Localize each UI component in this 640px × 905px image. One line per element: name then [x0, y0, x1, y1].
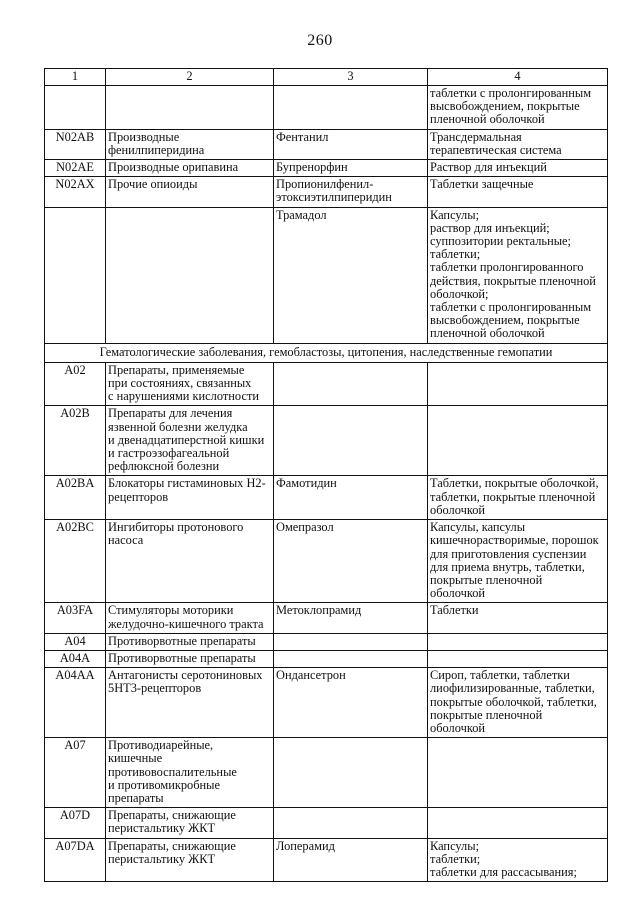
- text-line: пленочной оболочкой: [430, 326, 545, 341]
- dosage-forms-cell: [428, 520, 608, 603]
- text-line: высвобождением, покрытые: [430, 313, 580, 328]
- atc-code-cell: A04: [45, 633, 106, 650]
- text-line: насоса: [108, 533, 144, 548]
- text-line: высвобождением, покрытые: [430, 99, 580, 114]
- substance-cell: [274, 633, 428, 650]
- text-line: действия, покрытые пленочной: [430, 273, 596, 288]
- text-line: таблетки;: [430, 851, 481, 866]
- text-line: и противомикробные: [108, 777, 220, 792]
- text-line: Противодиарейные,: [108, 738, 214, 753]
- text-line: Противорвотные препараты: [108, 633, 256, 648]
- dosage-forms-cell: [428, 86, 608, 130]
- substance-cell: [274, 362, 428, 406]
- atc-code-cell: [45, 207, 106, 343]
- substance-cell: [274, 129, 428, 159]
- column-header-4: 4: [428, 69, 608, 86]
- text-line: Капсулы;: [430, 207, 480, 222]
- atc-code-cell: A02B: [45, 406, 106, 476]
- column-header-2: 2: [106, 69, 274, 86]
- text-line: покрытые пленочной: [430, 572, 543, 587]
- table-row: [45, 86, 608, 130]
- table-row: [45, 177, 608, 207]
- dosage-forms-cell: [428, 177, 608, 207]
- text-line: при состояниях, связанных: [108, 376, 252, 391]
- text-line: Лоперамид: [276, 838, 335, 853]
- dosage-forms-cell: [428, 207, 608, 343]
- text-line: Трамадол: [276, 207, 327, 222]
- table-row: [45, 738, 608, 808]
- text-line: таблетки с пролонгированным: [430, 300, 592, 315]
- text-line: Ондансетрон: [276, 668, 346, 683]
- text-line: таблетки пролонгированного: [430, 260, 584, 275]
- text-line: Фентанил: [276, 129, 329, 144]
- text-line: и гастроэзофагеальной: [108, 446, 230, 461]
- atc-code-cell: N02AE: [45, 160, 106, 177]
- table-row: [45, 129, 608, 159]
- substance-cell: [274, 838, 428, 882]
- text-line: рефлюксной болезни: [108, 459, 220, 474]
- page-number: 260: [307, 32, 333, 49]
- dosage-forms-cell: [428, 668, 608, 738]
- table-row: [45, 476, 608, 520]
- text-line: Таблетки: [430, 603, 479, 618]
- dosage-forms-cell: [428, 633, 608, 650]
- table-header: [45, 69, 608, 86]
- drug-table: [44, 68, 608, 882]
- dosage-forms-cell: [428, 838, 608, 882]
- text-line: Производные: [108, 129, 180, 144]
- substance-cell: [274, 86, 428, 130]
- atc-code-cell: A03FA: [45, 603, 106, 633]
- substance-cell: [274, 738, 428, 808]
- text-line: Препараты, снижающие: [108, 838, 236, 853]
- text-line: Пропионилфенил-: [276, 177, 374, 192]
- atc-code-cell: A07DA: [45, 838, 106, 882]
- table-row: [45, 520, 608, 603]
- text-line: оболочкой: [430, 720, 486, 735]
- text-line: фенилпиперидина: [108, 142, 205, 157]
- text-line: Прочие опиоиды: [108, 177, 198, 192]
- text-line: Производные орипавина: [108, 160, 239, 175]
- group-cell: [106, 129, 274, 159]
- text-line: таблетки для рассасывания;: [430, 864, 577, 879]
- table-row: [45, 633, 608, 650]
- column-header-3: 3: [274, 69, 428, 86]
- group-cell: [106, 406, 274, 476]
- section-row: [45, 343, 608, 362]
- substance-cell: [274, 160, 428, 177]
- dosage-forms-cell: [428, 160, 608, 177]
- header-row: [45, 69, 608, 86]
- text-line: Антагонисты серотониновых: [108, 668, 263, 683]
- table-body: [45, 86, 608, 882]
- table-row: [45, 207, 608, 343]
- text-line: с нарушениями кислотности: [108, 389, 259, 404]
- table-row: [45, 160, 608, 177]
- substance-cell: [274, 207, 428, 343]
- atc-code-cell: A02: [45, 362, 106, 406]
- text-line: желудочно-кишечного тракта: [108, 616, 264, 631]
- text-line: Таблетки защечные: [430, 177, 534, 192]
- text-line: Препараты, применяемые: [108, 362, 245, 377]
- substance-cell: [274, 668, 428, 738]
- text-line: Сироп, таблетки, таблетки: [430, 668, 570, 683]
- text-line: кишечнорастворимые, порошок: [430, 533, 599, 548]
- table-row: [45, 838, 608, 882]
- text-line: пленочной оболочкой: [430, 112, 545, 127]
- dosage-forms-cell: [428, 406, 608, 476]
- atc-code-cell: N02AB: [45, 129, 106, 159]
- atc-code-cell: A07: [45, 738, 106, 808]
- table-row: [45, 668, 608, 738]
- table-row: [45, 808, 608, 838]
- text-line: суппозитории ректальные;: [430, 234, 571, 249]
- group-cell: [106, 86, 274, 130]
- text-line: и двенадцатиперстной кишки: [108, 432, 265, 447]
- group-cell: [106, 668, 274, 738]
- text-line: этоксиэтилпиперидин: [276, 190, 392, 205]
- text-line: раствор для инъекций;: [430, 220, 550, 235]
- text-line: Раствор для инъекций: [430, 160, 547, 175]
- substance-cell: [274, 808, 428, 838]
- dosage-forms-cell: [428, 603, 608, 633]
- table-row: [45, 650, 608, 667]
- atc-code-cell: A02BC: [45, 520, 106, 603]
- group-cell: [106, 808, 274, 838]
- text-line: 5HT3-рецепторов: [108, 681, 202, 696]
- text-line: покрытые оболочкой, таблетки,: [430, 694, 597, 709]
- dosage-forms-cell: [428, 476, 608, 520]
- dosage-forms-cell: [428, 808, 608, 838]
- group-cell: [106, 650, 274, 667]
- text-line: противовоспалительные: [108, 764, 237, 779]
- table-row: [45, 406, 608, 476]
- table-row: [45, 362, 608, 406]
- dosage-forms-cell: [428, 129, 608, 159]
- group-cell: [106, 633, 274, 650]
- text-line: рецепторов: [108, 489, 169, 504]
- text-line: Ингибиторы протонового: [108, 520, 244, 535]
- atc-code-cell: A04A: [45, 650, 106, 667]
- group-cell: [106, 177, 274, 207]
- dosage-forms-cell: [428, 362, 608, 406]
- atc-code-cell: A04AA: [45, 668, 106, 738]
- text-line: оболочкой: [430, 586, 486, 601]
- text-line: оболочкой;: [430, 286, 489, 301]
- text-line: Капсулы;: [430, 838, 480, 853]
- group-cell: [106, 838, 274, 882]
- substance-cell: [274, 520, 428, 603]
- text-line: кишечные: [108, 751, 163, 766]
- group-cell: [106, 738, 274, 808]
- substance-cell: [274, 476, 428, 520]
- group-cell: [106, 207, 274, 343]
- text-line: Блокаторы гистаминовых H2-: [108, 476, 266, 491]
- group-cell: [106, 476, 274, 520]
- text-line: Препараты, снижающие: [108, 808, 236, 823]
- section-heading: Гематологические заболевания, гемобластозы, цитопения, наследственные гемопатии: [45, 343, 608, 362]
- text-line: терапевтическая система: [430, 142, 562, 157]
- text-line: Метоклопрамид: [276, 603, 362, 618]
- text-line: Стимуляторы моторики: [108, 603, 234, 618]
- text-line: таблетки, покрытые пленочной: [430, 489, 596, 504]
- text-line: перистальтику ЖКТ: [108, 851, 216, 866]
- text-line: Трансдермальная: [430, 129, 522, 144]
- dosage-forms-cell: [428, 650, 608, 667]
- substance-cell: [274, 406, 428, 476]
- column-header-1: 1: [45, 69, 106, 86]
- group-cell: [106, 160, 274, 177]
- atc-code-cell: A02BA: [45, 476, 106, 520]
- group-cell: [106, 362, 274, 406]
- group-cell: [106, 603, 274, 633]
- text-line: препараты: [108, 790, 164, 805]
- text-line: перистальтику ЖКТ: [108, 821, 216, 836]
- text-line: таблетки с пролонгированным: [430, 86, 592, 100]
- dosage-forms-cell: [428, 738, 608, 808]
- text-line: Капсулы, капсулы: [430, 520, 526, 535]
- text-line: покрытые пленочной: [430, 707, 543, 722]
- text-line: для приема внутрь, таблетки,: [430, 559, 585, 574]
- text-line: язвенной болезни желудка: [108, 419, 248, 434]
- text-line: Противорвотные препараты: [108, 650, 256, 665]
- substance-cell: [274, 177, 428, 207]
- group-cell: [106, 520, 274, 603]
- text-line: Фамотидин: [276, 476, 337, 491]
- text-line: Таблетки, покрытые оболочкой,: [430, 476, 599, 491]
- substance-cell: [274, 650, 428, 667]
- text-line: лиофилизированные, таблетки,: [430, 681, 595, 696]
- table-row: [45, 603, 608, 633]
- atc-code-cell: [45, 86, 106, 130]
- text-line: оболочкой: [430, 502, 486, 517]
- text-line: Препараты для лечения: [108, 406, 233, 421]
- atc-code-cell: N02AX: [45, 177, 106, 207]
- substance-cell: [274, 603, 428, 633]
- text-line: Бупренорфин: [276, 160, 348, 175]
- atc-code-cell: A07D: [45, 808, 106, 838]
- text-line: для приготовления суспензии: [430, 546, 587, 561]
- text-line: Омепразол: [276, 520, 334, 535]
- text-line: таблетки;: [430, 247, 481, 262]
